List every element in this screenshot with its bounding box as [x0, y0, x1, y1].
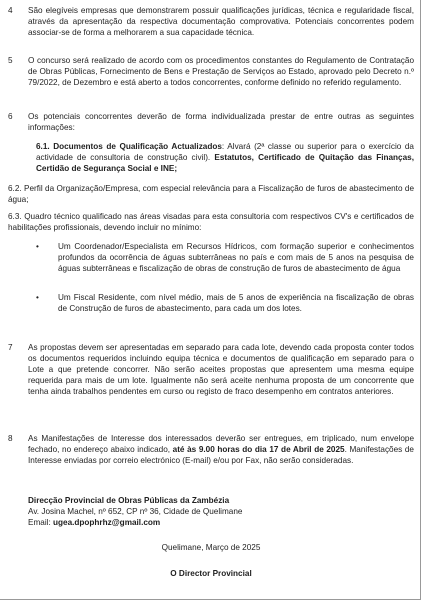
clause-number: 7: [8, 343, 13, 352]
clause-number: 6: [8, 112, 13, 121]
subclause-label: 6.1. Documentos de Qualificação Actualizados: [36, 142, 222, 151]
address-line: Av. Josina Machel, nº 652, CP nº 36, Cidade de Quelimane: [28, 506, 243, 516]
clause-text: O concurso será realizado de acordo com os procedimentos constantes do Regulamento de Contratação de Obras Públicas, Fornecimento de Bens e Prestação de Serviços ao Estado, aprovado pelo Decreto n.º 79/2022, de Dezembro e está aberto a todos concorrentes, conforme definido no referido regulamento.: [28, 56, 414, 87]
place-date: Quelimane, Março de 2025: [161, 543, 261, 552]
clause-number: 5: [8, 56, 13, 65]
clause-text: Os potenciais concorrentes deverão de forma individualizada prestar de entre outras as seguintes informações:: [28, 112, 414, 132]
signatory-title: O Director Provincial: [170, 569, 252, 578]
clause-text: São elegíveis empresas que demonstrarem possuir qualificações jurídicas, técnica e regularidade fiscal, através da apresentação da respectiva documentação comprovativa. Potenciais concorrentes podem associar-se de forma a melhorarem a sua capacidade técnica.: [28, 6, 414, 37]
bullet-icon: •: [36, 242, 39, 251]
bullet-text: Um Coordenador/Especialista em Recursos Hídricos, com formação superior e conhecimentos profundos da ocorrência de águas subterrâneas no país e com mais de 5 anos na pesquisa de águas subterrâneas e fiscalização de obras de construção de furos de abastecimento de água: [58, 242, 414, 273]
subclause-text: : Alvará (2ª classe ou superior para o exercício da actividade de consultoria de construção civil).: [36, 142, 414, 162]
org-name: Direcção Provincial de Obras Públicas da Zambézia: [28, 496, 230, 505]
subclause-6-2: 6.2. Perfil da Organização/Empresa, com especial relevância para a Fiscalização de furos de abastecimento de água;: [8, 184, 414, 204]
subclause-6-3: 6.3. Quadro técnico qualificado nas áreas visadas para esta consultoria com respectivos CV's e certificados de habilitações profissionais, devendo incluir no mínimo:: [8, 212, 414, 232]
clause-text: As propostas devem ser apresentadas em separado para cada lote, devendo cada proposta conter todos os documentos requeridos incluindo equipa técnica e documentos de qualificação em separado para o Lote a que pretende concorrer. Não serão aceites propostas que apresentem uma mesma equipe requerida para mais de um lote. Igualmente não será aceite nenhuma proposta de um concorrente que tenha ainda trabalhos pendentes em curso ou registo de fraco desempenho em contratos anteriores.: [28, 343, 414, 396]
subclause-bold-text: Estatutos, Certificado de Quitação das Finanças, Certidão de Segurança Social e INE;: [36, 152, 414, 173]
bullet-text: Um Fiscal Residente, com nível médio, mais de 5 anos de experiência na fiscalização de obras de Construção de furos de abastecimento, para cada um dos lotes.: [58, 293, 414, 313]
subclause-6-1: [36, 142, 414, 175]
address-block: [28, 496, 408, 529]
clause-number: 4: [8, 6, 13, 15]
deadline-text: até às 9.00 horas do dia 17 de Abril de 2025: [172, 444, 345, 454]
email-address: ugea.dpophrhz@gmail.com: [53, 517, 161, 527]
clause-number: 8: [8, 434, 13, 443]
clause-text: [28, 434, 414, 467]
clause-text-part: As Manifestações de Interesse dos interessados deverão ser entregues, em triplicado, num envelope fechado, no endereço abaixo indicado,: [28, 434, 414, 454]
clause-text-part: . Manifestações de Interesse enviadas por correio electrónico (E-mail) e/ou por Fax, não serão consideradas.: [28, 444, 414, 465]
bullet-icon: •: [36, 293, 39, 302]
email-line: Email: ugea.dpophrhz@gmail.com: [28, 517, 161, 527]
